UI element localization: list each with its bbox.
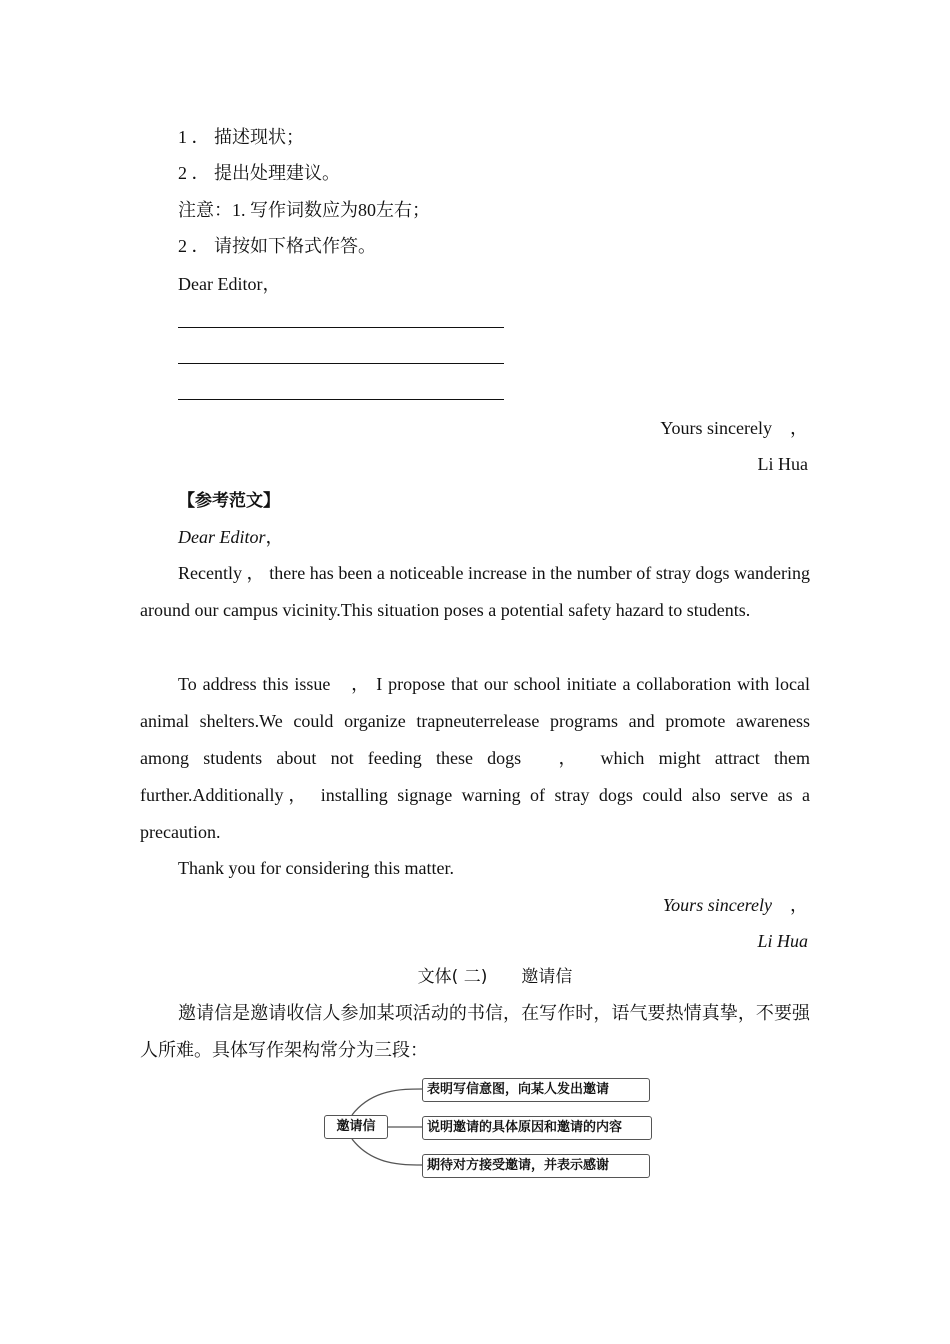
sample-closing	[663, 893, 808, 917]
template-closing: Yours sincerely ，	[660, 418, 808, 438]
sample-salutation	[178, 525, 284, 549]
sample-closing-text: Yours sincerely	[662, 895, 772, 915]
sample-signature: Li Hua	[757, 931, 808, 951]
sample-paragraph-3: Thank you for considering this matter.	[178, 858, 454, 878]
sample-paragraph-1: Recently ， there has been a noticeable increase in the number of stray dogs wandering around our campus vicinity.This situation poses a potential safety hazard to students.	[140, 563, 810, 620]
section-intro: 邀请信是邀请收信人参加某项活动的书信，在写作时，语气要热情真挚，不要强人所难。具体写作架构常分为三段：	[140, 1003, 810, 1060]
sample-salutation-name: Dear Editor	[178, 527, 266, 547]
answer-blank-line	[178, 399, 504, 400]
requirement-item-1: 1 ． 描述现状；	[178, 127, 304, 147]
structure-diagram	[322, 1075, 654, 1181]
requirement-item-2: 2 ． 提出处理建议。	[178, 163, 340, 183]
diagram-root: 邀请信	[324, 1115, 388, 1139]
diagram-branch-1: 表明写信意图，向某人发出邀请	[422, 1078, 650, 1102]
answer-blank-line	[178, 363, 504, 364]
sample-heading: 【参考范文】	[178, 491, 280, 511]
answer-blank-line	[178, 327, 504, 328]
template-signature: Li Hua	[757, 454, 808, 474]
note-line-2: 2 ． 请按如下格式作答。	[178, 236, 376, 256]
diagram-branch-3: 期待对方接受邀请，并表示感谢	[422, 1154, 650, 1178]
diagram-branch-2: 说明邀请的具体原因和邀请的内容	[422, 1116, 652, 1140]
template-salutation: Dear Editor，	[178, 274, 281, 294]
note-line-1: 注意：1. 写作词数应为80左右；	[178, 200, 430, 220]
section-title: 文体( 二) 邀请信	[417, 967, 573, 987]
sample-paragraph-2: To address this issue ， I propose that our school initiate a collaboration with local animal shelters.We could organize trapneuterrelease programs and promote awareness among students about not feeding these dogs ， which might attract them further.Additionally， installing signage warning of stray dogs could also serve as a precaution.	[140, 674, 810, 842]
sample-salutation-comma: ，	[265, 527, 284, 547]
sample-closing-comma: ，	[772, 895, 808, 915]
